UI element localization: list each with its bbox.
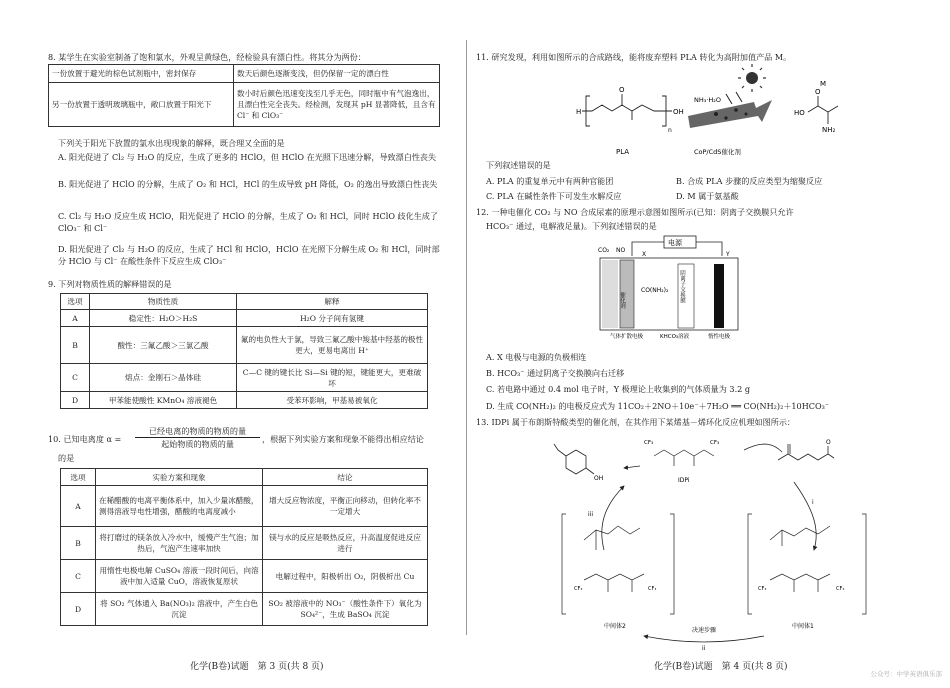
q8-table	[48, 64, 440, 127]
substrate-o-label: O	[826, 439, 831, 446]
m-label: M	[820, 80, 827, 88]
y-label: Y	[726, 251, 730, 258]
q8-cell: 一份放置于避光的棕色试剂瓶中，密封保存	[49, 65, 234, 83]
q13-mechanism-figure	[544, 430, 884, 652]
q12-option-d: D. 生成 CO(NH₂)₂ 的电极反应式为 11CO₂＋2NO＋10e⁻＋7H₂O ══ CO(NH₂)₂＋10HCO₃⁻	[486, 401, 830, 411]
q9-cell: C—C 键的键长比 Si—Si 键的短，键能更大，更难破坏	[237, 364, 428, 392]
q8-option-d: D. 阳光促进了 Cl₂ 与 H₂O 的反应，生成了 HCl 和 HClO，HClO 在光照下分解生成 O₂ 和 HCl，同时部分 HClO 与 Cl⁻ 在酸性条件下反应生成 ClO₃⁻	[58, 244, 440, 266]
q9-stem: 9. 下列对物质性质的解释错误的是	[48, 279, 172, 289]
step-ii-label: ii	[702, 645, 706, 652]
page-3-footer: 化学(B卷)试题 第 3 页(共 8 页)	[190, 662, 324, 672]
q9-cell: H₂O 分子间有氢键	[237, 310, 428, 327]
q10-header: 实验方案和现象	[96, 469, 263, 486]
m-o-label: O	[815, 88, 821, 96]
co2-label: CO₂	[598, 247, 610, 254]
q10-cell: B	[61, 527, 96, 560]
gas-electrode-label: 气体扩散电极	[610, 334, 644, 340]
q10-cell: C	[61, 560, 96, 593]
q10-header: 选项	[61, 469, 96, 486]
q9-cell: A	[61, 310, 90, 327]
page-4	[466, 0, 950, 688]
q8-option-b: B. 阳光促进了 HClO 的分解，生成了 O₂ 和 HCl，HCl 的生成导致 pH 降低，O₂ 的逸出导致漂白性丧失	[58, 179, 438, 189]
q9-cell: 甲苯能使酸性 KMnO₄ 溶液褪色	[90, 392, 237, 409]
intermediate-2	[562, 514, 674, 614]
q8-stem: 8. 某学生在实验室制备了饱和氯水，外观呈黄绿色，经检验具有漂白性。将其分为两份：	[48, 52, 366, 62]
q11-stem: 11. 研究发现，利用如图所示的合成路线，能将废弃塑料 PLA 转化为高附加值产品 M。	[476, 52, 792, 62]
q9-cell: 稳定性：H₂O＞H₂S	[90, 310, 237, 327]
q9-cell: D	[61, 392, 90, 409]
product-oh-label: OH	[594, 475, 604, 482]
q8-cell: 另一份放置于透明玻璃瓶中，敞口放置于阳光下	[49, 83, 234, 127]
q11-figure	[576, 64, 876, 160]
q12-electrolysis-figure	[596, 234, 746, 346]
pla-o-label: O	[619, 86, 625, 94]
int2-cf3: CF₃	[648, 586, 657, 592]
q10-cell: 镁与水的反应是吸热反应，升高温度促进反应进行	[263, 527, 428, 560]
q10-cell: 电解过程中，阳极析出 O₂，阴极析出 Cu	[263, 560, 428, 593]
q12-stem-line1: 12. 一种电催化 CO₂ 与 NO 合成尿素的原理示意图如图所示(已知：阴离子交换膜只允许	[476, 207, 794, 217]
idpi-label: IDPi	[678, 477, 690, 484]
q13-stem: 13. IDPi 属于布朗斯特酸类型的催化剂，在其作用下某烯基－烯环化反应机理如图所示：	[476, 417, 796, 427]
catalyst-label: CoP/CdS催化剂	[694, 148, 741, 156]
power-label: 电源	[668, 239, 682, 247]
q8-cell: 数小时后颜色迅速变浅至几乎无色，同时瓶中有气泡逸出，且漂白性完全丧失。经检测，发现其 pH 显著降低，且含有 Cl⁻ 和 ClO₃⁻	[234, 83, 440, 127]
q10-header: 结论	[263, 469, 428, 486]
product-structure	[554, 444, 594, 474]
intermediate-1	[748, 514, 866, 614]
q11-option-b: B. 合成 PLA 步骤的反应类型为缩聚反应	[676, 176, 823, 186]
cf3-label: CF₃	[644, 440, 654, 446]
reagent-label: NH₃·H₂O	[694, 96, 722, 104]
q10-stem-c: 的是	[58, 453, 75, 463]
q11-option-a: A. PLA 的重复单元中有两种官能团	[486, 176, 614, 186]
q10-cell: A	[61, 486, 96, 527]
q10-cell: SO₂ 被溶液中的 NO₃⁻（酸性条件下）氧化为 SO₄²⁻，生成 BaSO₄ 沉淀	[263, 593, 428, 626]
m-structure	[808, 96, 838, 124]
int1-cf3: CF₃	[758, 586, 767, 592]
q9-cell: 熔点：金刚石＞晶体硅	[90, 364, 237, 392]
cf3-label: CF₃	[710, 440, 720, 446]
int2-cf3: CF₃	[574, 586, 583, 592]
sun-icon	[738, 64, 766, 92]
q11-question: 下列叙述错误的是	[486, 160, 551, 170]
q9-cell: B	[61, 327, 90, 364]
q11-option-c: C. PLA 在碱性条件下可发生水解反应	[486, 191, 622, 201]
m-nh2-label: NH₂	[822, 126, 836, 134]
q10-fraction-denominator: 起始物质的物质的量	[161, 439, 234, 449]
pla-oh-label: OH	[673, 108, 684, 116]
pla-n-label: n	[668, 127, 672, 134]
q9-cell: 酸性：三氟乙酸＞三氯乙酸	[90, 327, 237, 364]
q10-table	[60, 468, 428, 626]
q10-cell: 增大反应物浓度，平衡正向移动，但转化率不一定增大	[263, 486, 428, 527]
q8-option-c: C. Cl₂ 与 H₂O 反应生成 HClO，阳光促进了 HClO 的分解，生成了 O₂ 和 HCl，同时 HClO 歧化生成了 ClO₃⁻ 和 Cl⁻	[58, 211, 438, 233]
page-3	[0, 0, 466, 688]
solution-label: KHCO₃溶液	[660, 334, 690, 340]
q12-stem-line2: HCO₃⁻ 通过，电解液足量)。下列叙述错误的是	[486, 221, 657, 231]
q10-cell: 将 SO₂ 气体通入 Ba(NO₃)₂ 溶液中，产生白色沉淀	[96, 593, 263, 626]
rate-determining-step-label: 决速步骤	[692, 627, 717, 634]
x-label: X	[642, 251, 647, 258]
inert-electrode-label: 惰性电极	[708, 334, 731, 340]
q9-cell: C	[61, 364, 90, 392]
urea-label: CO(NH₂)₂	[641, 287, 669, 294]
int1-cf3: CF₃	[836, 586, 845, 592]
q10-cell: 将打磨过的镁条放入冷水中，缓慢产生气泡；加热后，气泡产生速率加快	[96, 527, 263, 560]
gas-chamber	[602, 260, 618, 328]
q9-table	[60, 293, 428, 409]
pla-h-label: H	[576, 108, 582, 116]
q9-cell: 受苯环影响，甲基易被氧化	[237, 392, 428, 409]
q12-option-b: B. HCO₃⁻ 通过阴离子交换膜向右迁移	[486, 368, 625, 378]
q8-option-a: A. 阳光促进了 Cl₂ 与 H₂O 的反应，生成了更多的 HClO，但 HClO 在光照下迅速分解，导致漂白性丧失	[58, 152, 437, 162]
q10-cell: 在稀醋酸的电离平衡体系中，加入少量冰醋酸，测得溶液导电性增强，醋酸的电离度减小	[96, 486, 263, 527]
pla-label: PLA	[616, 148, 630, 156]
q9-cell: 氟的电负性大于氯，导致三氟乙酸中羧基中羟基的极性更大，更易电离出 H⁺	[237, 327, 428, 364]
q8-cell: 数天后颜色逐渐变浅，但仍保留一定的漂白性	[234, 65, 440, 83]
membrane-label: 阴离子交换膜	[679, 270, 685, 303]
substrate-structure	[778, 444, 834, 460]
pla-structure	[582, 94, 672, 126]
q12-option-c: C. 若电路中通过 0.4 mol 电子时，Y 极理论上收集到的气体质量为 3.2 g	[486, 384, 751, 394]
q10-fraction-numerator: 已经电离的物质的物质的量	[135, 426, 260, 438]
no-label: NO	[616, 247, 626, 254]
q12-option-a: A. X 电极与电源的负极相连	[486, 352, 587, 362]
catalyst-label: 催化剂	[619, 292, 625, 309]
inert-electrode	[714, 264, 724, 328]
q8-question: 下列关于阳光下放置的氯水出现现象的解释，既合理又全面的是	[58, 138, 285, 148]
q10-stem-a: 10. 已知电离度 α =	[48, 434, 122, 444]
step-iii-label: iii	[588, 511, 594, 518]
m-ho-label: HO	[794, 109, 805, 117]
q9-header: 选项	[61, 294, 90, 310]
step-i-label: i	[812, 499, 814, 506]
idpi-structure	[654, 450, 714, 466]
q10-cell: 用惰性电极电解 CuSO₄ 溶液一段时间后，向溶液中加入适量 CuO，溶液恢复原状	[96, 560, 263, 593]
watermark: 公众号：中学英语俱乐部	[870, 670, 942, 678]
intermediate-2-label: 中间体2	[604, 623, 626, 630]
page-4-footer: 化学(B卷)试题 第 4 页(共 8 页)	[654, 662, 788, 672]
q11-option-d: D. M 属于氨基酸	[676, 191, 739, 201]
intermediate-1-label: 中间体1	[792, 623, 814, 630]
q10-stem-b: ，根据下列实验方案和现象不能得出相应结论	[262, 434, 424, 444]
q9-header: 解释	[237, 294, 428, 310]
q9-header: 物质性质	[90, 294, 237, 310]
q10-cell: D	[61, 593, 96, 626]
